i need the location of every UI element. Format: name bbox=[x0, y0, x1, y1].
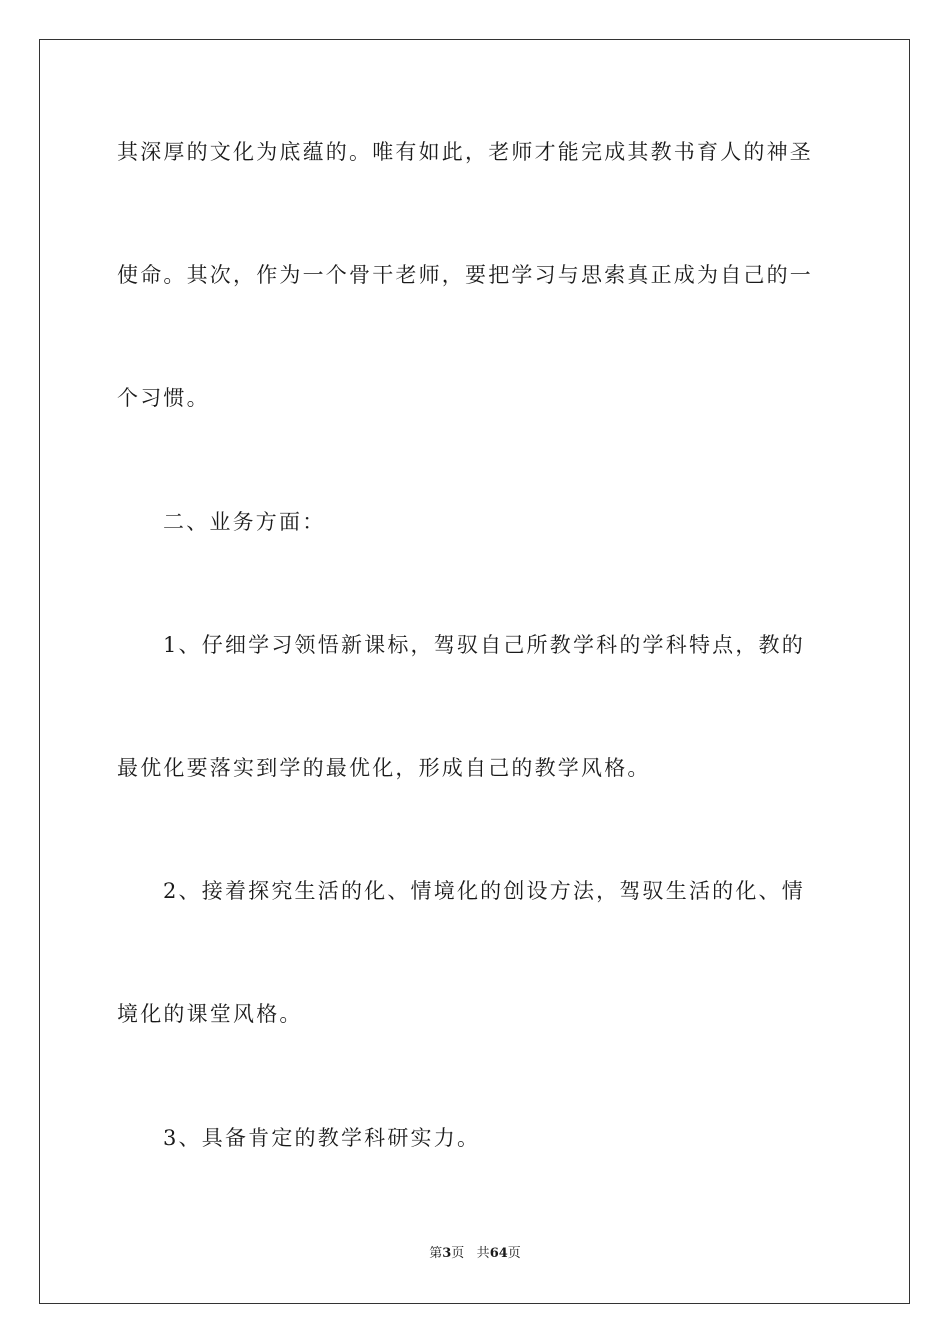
footer-page-number: 3 bbox=[442, 1246, 452, 1261]
page-footer bbox=[0, 1244, 950, 1264]
body-line-3: 个习惯。 bbox=[117, 386, 210, 410]
footer-page-prefix: 第 bbox=[429, 1246, 443, 1261]
body-line-2: 使命。其次，作为一个骨干老师，要把学习与思索真正成为自己的一 bbox=[117, 263, 813, 287]
body-line-1: 其深厚的文化为底蕴的。唯有如此，老师才能完成其教书育人的神圣 bbox=[117, 140, 813, 164]
list-item-2-line-1: 2、接着探究生活的化、情境化的创设方法，驾驭生活的化、情 bbox=[163, 879, 805, 903]
section-heading: 二、业务方面： bbox=[163, 510, 326, 534]
list-item-2-line-2: 境化的课堂风格。 bbox=[117, 1002, 303, 1026]
footer-total-pages: 64 bbox=[489, 1246, 508, 1261]
footer-total-prefix: 共 bbox=[476, 1246, 490, 1261]
footer-page-suffix: 页 bbox=[451, 1246, 465, 1261]
list-item-3: 3、具备肯定的教学科研实力。 bbox=[163, 1126, 481, 1150]
footer-total-suffix: 页 bbox=[507, 1246, 521, 1261]
page-border bbox=[39, 39, 910, 1304]
list-item-1-line-2: 最优化要落实到学的最优化，形成自己的教学风格。 bbox=[117, 756, 651, 780]
list-item-1-line-1: 1、仔细学习领悟新课标，驾驭自己所教学科的学科特点，教的 bbox=[163, 633, 805, 657]
